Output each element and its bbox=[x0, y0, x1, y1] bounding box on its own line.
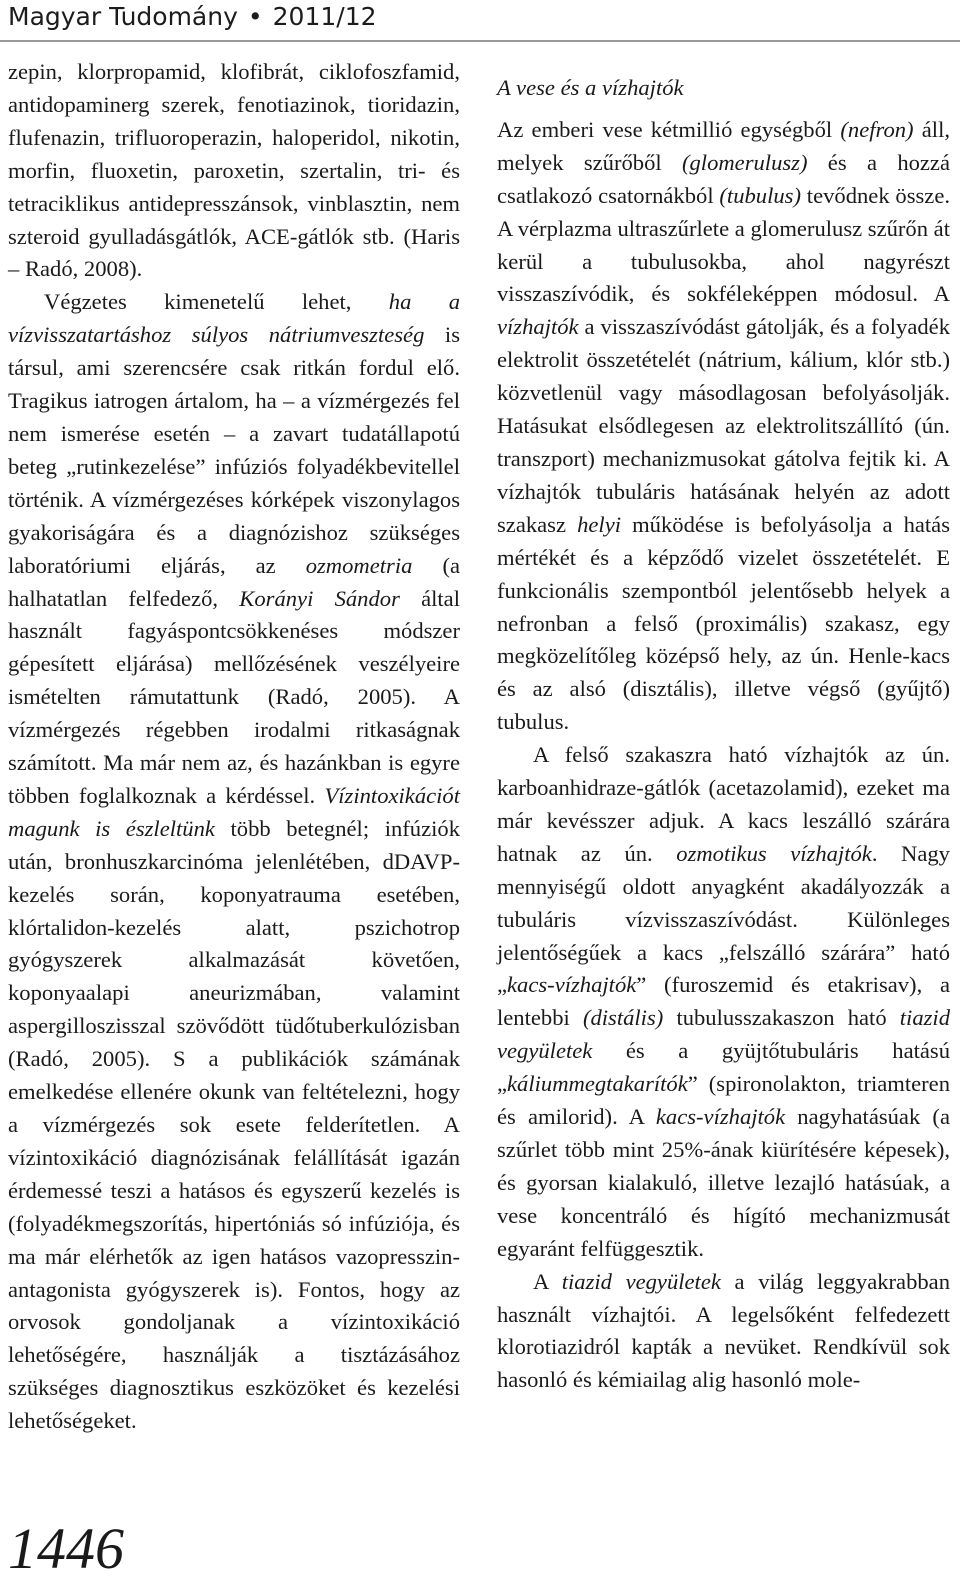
italic-text-run: (nefron) bbox=[840, 116, 914, 142]
text-run: működése is befolyásolja a hatás mértékét és a képződő vizelet összetételét. E funkcionális szempontból jelentősebb helyek a nefronban a felső (proximális) szakasz, egy megközelítőleg középső hely, az ún. Henle-kacs és az alsó (disztális), illetve végső (gyűjtő) tubulus. bbox=[497, 511, 950, 735]
italic-text-run: (distális) bbox=[582, 1005, 664, 1031]
text-run: Végzetes kimenetelű lehet, bbox=[44, 289, 389, 315]
text-run: zepin, klorpropamid, klofibrát, ciklofoszfamid, antidopaminerg szerek, fenotiazinok, tioridazin, flufenazin, trifluoroperazin, haloperidol, nikotin, morfin, fluoxetin, paroxetin, szertalin, tri- és tetraciklikus antidepresszánsok, vinblasztin, nem szteroid gyulladásgátlók, ACE-gátlók stb. (Haris – Radó, 2008). bbox=[8, 59, 460, 282]
italic-text-run: (tubulus) bbox=[719, 182, 801, 208]
right-paragraph-3 bbox=[497, 1266, 950, 1398]
left-paragraph-2 bbox=[8, 286, 460, 1438]
italic-text-run: tiazid vegyületek bbox=[497, 1005, 950, 1064]
text-run: Az emberi vese kétmillió egységből bbox=[497, 116, 841, 142]
text-run: által használt fagyáspontcsökkenéses módszer gépesített eljárása) mellőzésének veszélyeire ismételten rámutattunk (Radó, 2005). A vízmérgezés régebben irodalmi ritkaságnak számított. Ma már nem az, és hazánkban is egyre többen foglalkoznak a kérdéssel. bbox=[8, 585, 460, 808]
text-run: tubulusszakaszon ható bbox=[663, 1005, 900, 1031]
right-paragraph-1 bbox=[497, 114, 950, 739]
running-header bbox=[8, 2, 377, 31]
text-run: áll, melyek szűrőből bbox=[497, 116, 950, 175]
text-run: A felső szakaszra ható vízhajtók az ún. karboanhidraze-gátlók (acetazolamid), ezeket ma már kevésszer adjuk. A kacs leszálló szárára hatnak az ún. bbox=[497, 742, 950, 866]
text-run: nagyhatásúak (a szűrlet több mint 25%-ának kiürítésére képesek), és gyorsan kialakuló, illetve lezajló hatásúak, a vese koncentráló és hígító mechanizmusát egyaránt felfüggesztik. bbox=[497, 1104, 950, 1261]
header-rule bbox=[0, 40, 960, 42]
text-run: ” (furoszemid és etakrisav), a lentebbi bbox=[497, 972, 950, 1031]
left-paragraph-1 bbox=[8, 56, 460, 286]
italic-text-run: helyi bbox=[577, 511, 622, 537]
text-run: tevődnek össze. A vérplazma ultraszűrlete a glomerulusz szűrőn át kerül a tubulusokba, ahol nagyrészt visszaszívódik, és sokféleképpen módosul. A bbox=[497, 182, 951, 307]
text-run: és a gyüjtőtubuláris hatású „ bbox=[497, 1038, 950, 1097]
text-run: . Nagy mennyiségű oldott anyagként akadályozzák a tubuláris vízvisszaszívódást. Különleges jelentőségűek a kacs „felszálló szárára” ható „ bbox=[497, 840, 950, 998]
page-number: 1446 bbox=[8, 1516, 124, 1581]
text-run: ” (spironolakton, triamteren és amilorid). A bbox=[497, 1071, 950, 1130]
italic-text-run: ozmometria bbox=[305, 552, 413, 578]
header-separator: • bbox=[247, 2, 263, 31]
italic-text-run: tiazid vegyületek bbox=[561, 1268, 721, 1294]
text-run: A bbox=[533, 1268, 562, 1294]
italic-text-run: káliummegtakarítók bbox=[507, 1071, 688, 1097]
italic-text-run: Korányi Sándor bbox=[239, 585, 400, 611]
text-run: a világ leggyakrabban használt vízhajtói. A legelsőként felfedezett klorotiazidról kapták a nevüket. Rendkívül sok hasonló és kémiailag alig hasonló mole- bbox=[497, 1268, 950, 1393]
italic-text-run: vízhajtók bbox=[497, 314, 579, 340]
italic-text-run: kacs-vízhajtók bbox=[655, 1104, 786, 1130]
section-heading: A vese és a vízhajtók bbox=[497, 75, 684, 100]
issue-number: 2011/12 bbox=[272, 2, 377, 31]
italic-text-run: ozmotikus vízhajtók bbox=[676, 840, 872, 866]
right-paragraph-2 bbox=[497, 739, 950, 1266]
text-run: a visszaszívódást gátolják, és a folyadék elektrolit összetételét (nátrium, kálium, klór stb.) közvetlenül vagy másodlagosan befolyásolják. Hatásukat elsődlegesen az elektrolitszállító (ún. transzport) mechanizmusokat gátolva fejtik ki. A vízhajtók tubuláris hatásának helyén az adott szakasz bbox=[497, 314, 950, 537]
text-run: több betegnél; infúziók után, bronhuszkarcinóma jelenlétében, dDAVP-kezelés során, koponyatrauma esetében, klórtalidon-kezelés alatt, pszichotrop gyógyszerek alkalmazását követően, koponyaalapi aneurizmában, valamint aspergilloszisszal szövődött tüdőtuberkulózisban (Radó, 2005). S a publikációk számának emelkedése ellenére okunk van feltételezni, hogy a vízmérgezés sok esete felderítetlen. A vízintoxikáció diagnózisának felállítását igazán érdemessé teszi a hatásos és egyszerű kezelés is (folyadékmegszorítás, hipertóniás só infúziója, és ma már elérhetők az igen hatásos vazopresszin-antagonista gyógyszerek is). Fontos, hogy az orvosok gondoljanak a vízintoxikáció lehetőségére, használják a tisztázásához szükséges diagnosztikus eszközöket és kezelési lehetőségeket. bbox=[8, 815, 461, 1434]
text-run: is társul, ami szerencsére csak ritkán fordul elő. Tragikus iatrogen ártalom, ha – a vízmérgezés fel nem ismerése esetén – a zavart tudatállapotú beteg „rutinkezelése” infúziós folyadékbevitellel történik. A vízmérgezéses kórképek viszonylagos gyakoriságára és a diagnózishoz szükséges laboratóriumi eljárás, az bbox=[8, 322, 460, 578]
italic-text-run: Vízintoxikációt magunk is észleltünk bbox=[8, 782, 460, 841]
left-column bbox=[8, 56, 460, 1438]
italic-text-run: (glomerulusz) bbox=[681, 149, 808, 175]
right-column bbox=[497, 72, 950, 1397]
italic-text-run: ha a vízvisszatartáshoz súlyos nátriumveszteség bbox=[8, 289, 460, 348]
italic-text-run: kacs-vízhajtók bbox=[507, 972, 637, 998]
text-run: (a halhatatlan felfedező, bbox=[8, 552, 460, 611]
text-run: és a hozzá csatlakozó csatornákból bbox=[497, 149, 950, 208]
journal-title: Magyar Tudomány bbox=[8, 2, 238, 31]
